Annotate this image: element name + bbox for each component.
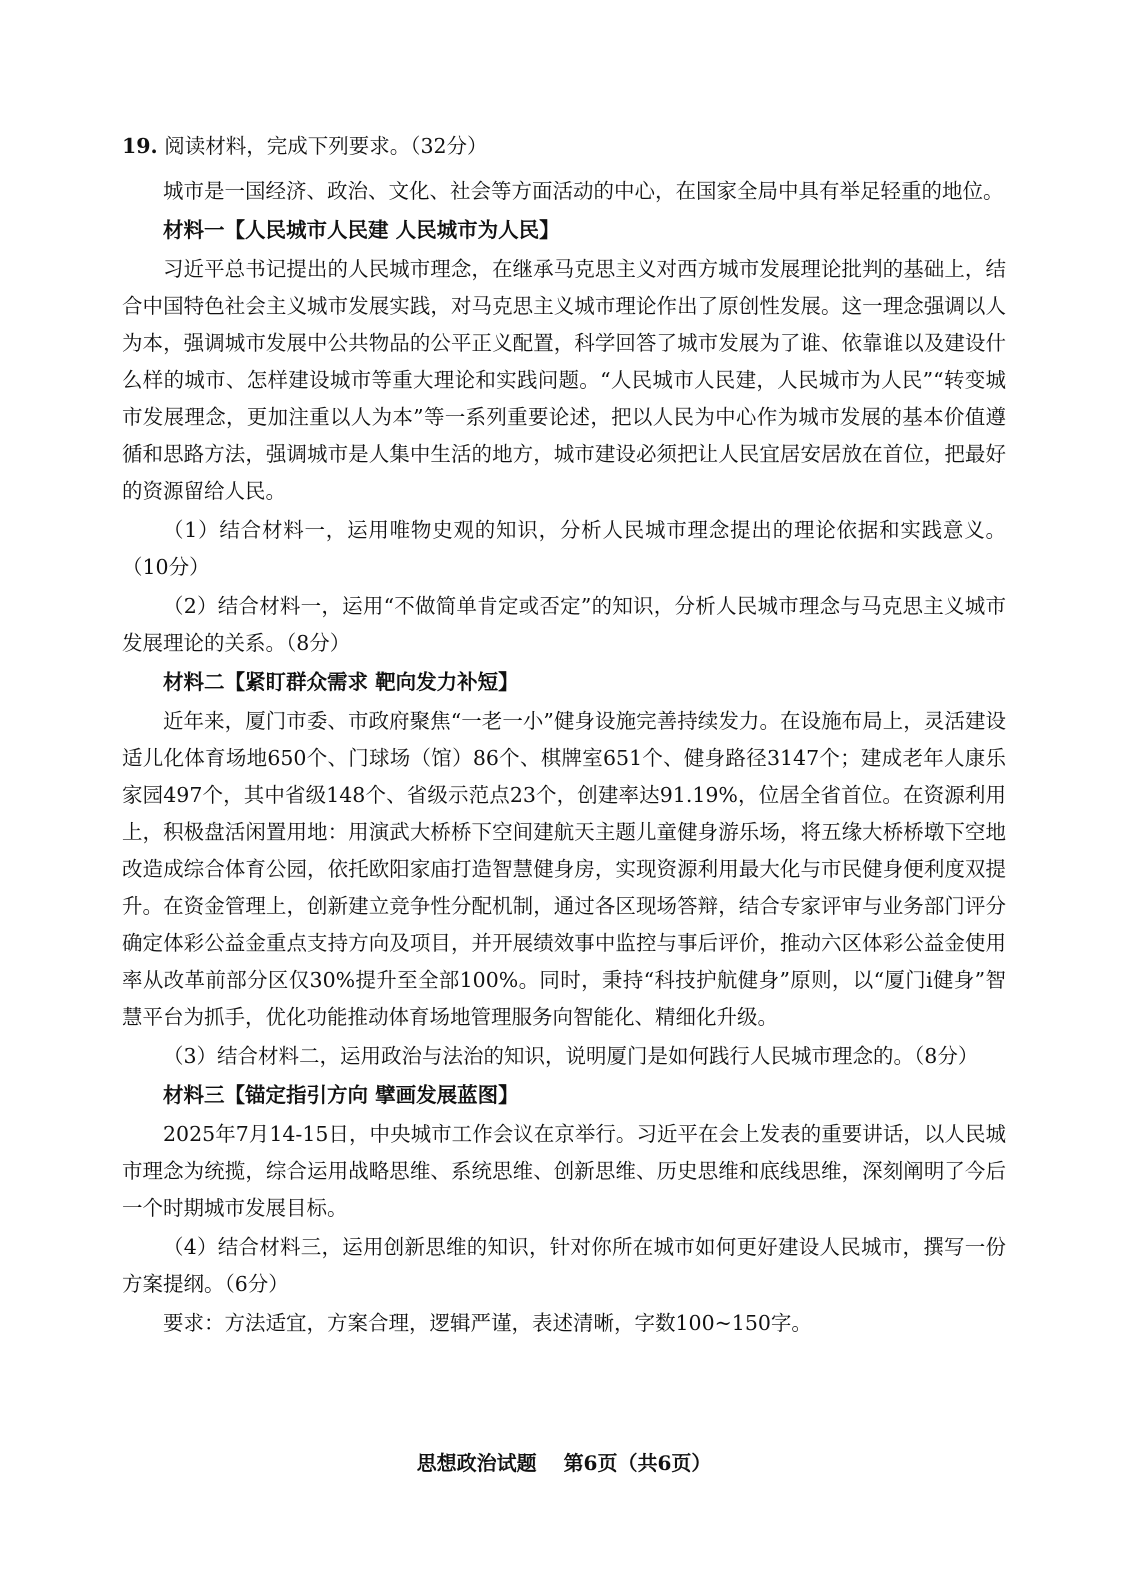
answer-requirement: 要求：方法适宜，方案合理，逻辑严谨，表述清晰，字数100~150字。 bbox=[163, 1311, 812, 1335]
question-intro: 城市是一国经济、政治、文化、社会等方面活动的中心，在国家全局中具有举足轻重的地位。 bbox=[163, 179, 1004, 203]
question-header bbox=[122, 128, 1006, 165]
question-prompt: 阅读材料，完成下列要求。（32分） bbox=[164, 134, 488, 158]
material-two-body: 近年来，厦门市委、市政府聚焦“一老一小”健身设施完善持续发力。在设施布局上，灵活建设适儿化体育场地650个、门球场（馆）86个、棋牌室651个、健身路径3147个；建成老年人康乐家园497个，其中省级148个、省级示范点23个，创建率达91.19%，位居全省首位。在资源利用上，积极盘活闲置用地：用演武大桥桥下空间建航天主题儿童健身游乐场，将五缘大桥桥墩下空地改造成综合体育公园，依托欧阳家庙打造智慧健身房，实现资源利用最大化与市民健身便利度双提升。在资金管理上，创新建立竞争性分配机制，通过各区现场答辩，结合专家评审与业务部门评分确定体彩公益金重点支持方向及项目，并开展绩效事中监控与事后评价，推动六区体彩公益金使用率从改革前部分区仅30%提升至全部100%。同时，秉持“科技护航健身”原则，以“厦门i健身”智慧平台为抓手，优化功能推动体育场地管理服务向智能化、精细化升级。 bbox=[122, 709, 1006, 1029]
material-one-title: 材料一【人民城市人民建 人民城市为人民】 bbox=[163, 218, 560, 242]
material-one-body: 习近平总书记提出的人民城市理念，在继承马克思主义对西方城市发展理论批判的基础上，结合中国特色社会主义城市发展实践，对马克思主义城市理论作出了原创性发展。这一理念强调以人为本，强调城市发展中公共物品的公平正义配置，科学回答了城市发展为了谁、依靠谁以及建设什么样的城市、怎样建设城市等重大理论和实践问题。“人民城市人民建，人民城市为人民”“转变城市发展理念，更加注重以人为本”等一系列重要论述，把以人民为中心作为城市发展的基本价值遵循和思路方法，强调城市是人集中生活的地方，城市建设必须把让人民宜居安居放在首位，把最好的资源留给人民。 bbox=[122, 257, 1006, 503]
material-three-body: 2025年7月14-15日，中央城市工作会议在京举行。习近平在会上发表的重要讲话，以人民城市理念为统揽，综合运用战略思维、系统思维、创新思维、历史思维和底线思维，深刻阐明了今后一个时期城市发展目标。 bbox=[122, 1122, 1006, 1220]
sub-question-2: （2）结合材料一，运用“不做简单肯定或否定”的知识，分析人民城市理念与马克思主义城市发展理论的关系。（8分） bbox=[122, 594, 1006, 655]
material-two-title: 材料二【紧盯群众需求 靶向发力补短】 bbox=[163, 670, 519, 694]
sub-question-1: （1）结合材料一，运用唯物史观的知识，分析人民城市理念提出的理论依据和实践意义。（10分） bbox=[122, 518, 1006, 579]
question-content bbox=[122, 128, 1006, 1344]
question-number: 19. bbox=[122, 134, 158, 158]
footer-page-number: 第6页（共6页） bbox=[563, 1451, 712, 1475]
sub-question-3: （3）结合材料二，运用政治与法治的知识，说明厦门是如何践行人民城市理念的。（8分） bbox=[163, 1044, 979, 1068]
page-footer bbox=[0, 1447, 1128, 1476]
material-three-title: 材料三【锚定指引方向 擘画发展蓝图】 bbox=[163, 1083, 519, 1107]
footer-subject: 思想政治试题 bbox=[416, 1451, 537, 1475]
sub-question-4: （4）结合材料三，运用创新思维的知识，针对你所在城市如何更好建设人民城市，撰写一份方案提纲。（6分） bbox=[122, 1235, 1006, 1296]
